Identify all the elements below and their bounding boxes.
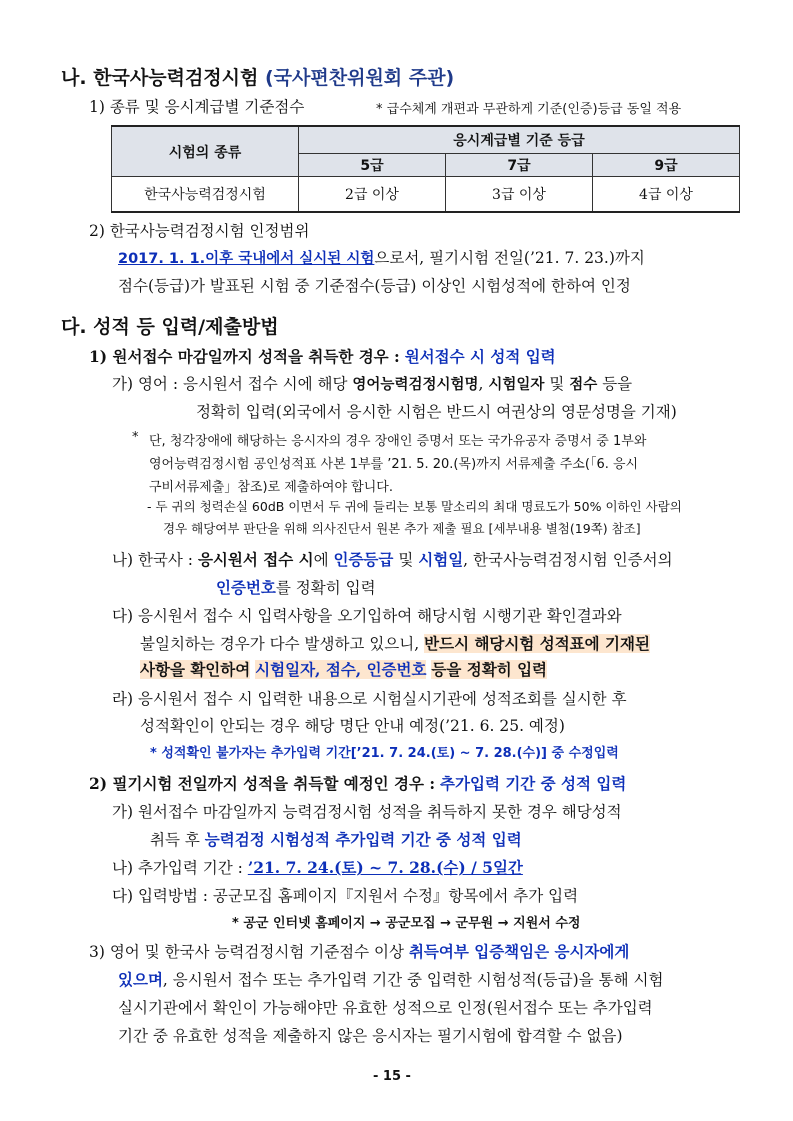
na-blue-cert-number: 인증번호 (216, 578, 276, 597)
p2-ga-line1: 가) 원서접수 마감일까지 능력검정시험 성적을 취득하지 못한 경우 해당성적 (112, 803, 622, 821)
table-row (112, 177, 740, 213)
ga-bold-exam-date: 시험일자 (488, 377, 545, 393)
p2-na-label: 나) 추가입력 기간 : (112, 859, 243, 877)
p2-na-period: ’21. 7. 24.(토) ~ 7. 28.(수) / 5일간 (247, 858, 523, 877)
heading-prefix: 나. 한국사능력검정시험 (61, 67, 259, 89)
da-line1: 다) 응시원서 접수 시 입력사항을 오기입하여 해당시험 시행기관 확인결과와 (112, 607, 622, 625)
ga-sep1: , (478, 375, 484, 393)
table-header-grade-7: 7급 (446, 154, 593, 177)
ga-bold-exam-name: 영어능력검정시험명 (352, 377, 479, 393)
table-cell-grade-7: 3급 이상 (446, 177, 593, 213)
section-heading-submission: 다. 성적 등 입력/제출방법 (61, 316, 279, 338)
p1-line (89, 345, 556, 367)
da-highlight-blue: 시험일자, 점수, 인증번호 (255, 660, 427, 679)
table-header-grade-9: 9급 (593, 154, 740, 177)
ra-line1: 라) 응시원서 접수 시 입력한 내용으로 시험실시기관에 성적조회를 실시한 후 (112, 690, 627, 708)
p3-line1 (89, 940, 629, 962)
p2-prefix: 2) 필기시험 전일까지 성적을 취득할 예정인 경우 : (89, 774, 436, 793)
item2-label: 2) 한국사능력검정시험 인정범위 (89, 222, 310, 240)
da-highlight1: 반드시 해당시험 성적표에 기재된 (424, 634, 650, 653)
item1-note: * 급수체계 개편과 무관하게 기준(인증)등급 동일 적용 (376, 102, 682, 117)
na-text1: 나) 한국사 : (112, 551, 194, 569)
na-text2: , 한국사능력검정시험 인증서의 (463, 551, 673, 569)
p3-line3: 실시기관에서 확인이 가능해야만 유효한 성적으로 인정(원서접수 또는 추가입력 (118, 999, 653, 1017)
p3-text2: , 응시원서 접수 또는 추가입력 기간 중 입력한 시험성적(등급)을 통해 시험 (162, 971, 664, 989)
p2-da-line: 다) 입력방법 : 공군모집 홈페이지『지원서 수정』항목에서 추가 입력 (112, 887, 579, 905)
ga-line2: 정확히 입력(외국에서 응시한 시험은 반드시 여권상의 영문성명을 기재) (196, 403, 677, 421)
na-blue-exam-date: 시험일 (418, 550, 464, 569)
p3-emphasis1: 취득여부 입증책임은 응시자에게 (408, 942, 630, 961)
p1-emphasis: 원서접수 시 성적 입력 (404, 347, 556, 366)
table-cell-exam: 한국사능력검정시험 (112, 177, 299, 213)
na-text3: 를 정확히 입력 (275, 579, 376, 597)
table-header-group: 응시계급별 기준 등급 (299, 126, 740, 154)
table-cell-grade-5: 2급 이상 (299, 177, 446, 213)
p2-ga-emphasis: 능력검정 시험성적 추가입력 기간 중 성적 입력 (204, 830, 522, 849)
da-highlight2: 사항을 확인하여 (140, 660, 251, 679)
page-number: - 15 - (373, 1069, 411, 1084)
ga-text1: 가) 영어 : 응시원서 접수 시에 해당 (112, 375, 348, 393)
p2-line (89, 772, 626, 794)
ga-line1 (112, 372, 632, 394)
na-bold-application: 응시원서 접수 시 (197, 550, 314, 569)
ra-line2: 성적확인이 안되는 경우 해당 명단 안내 예정(’21. 6. 25. 예정) (140, 717, 565, 735)
note-star: * (132, 430, 139, 445)
p3-line4: 기간 중 유효한 성적을 제출하지 않은 응시자는 필기시험에 합격할 수 없음) (118, 1027, 623, 1045)
note-line2: 영어능력검정시험 공인성적표 사본 1부를 ’21. 5. 20.(목)까지 서류제출 주소(「6. 응시 (149, 457, 639, 472)
na-blue-grade: 인증등급 (333, 550, 394, 569)
da-line3 (140, 658, 547, 680)
p2-ga-line2 (150, 828, 522, 850)
item2-emphasis: 2017. 1. 1.이후 국내에서 실시된 시험 (118, 251, 375, 267)
grade-table (111, 125, 740, 213)
table-header-exam: 시험의 종류 (112, 126, 299, 177)
note-line4: - 두 귀의 청력손실 60dB 이면서 두 귀에 들리는 보통 말소리의 최대 명료도가 50% 이하인 사람의 (147, 499, 682, 514)
p2-emphasis: 추가입력 기간 중 성적 입력 (440, 774, 627, 793)
ga-sep2: 및 (549, 375, 565, 393)
p2-ga-text: 취득 후 (150, 831, 200, 849)
p3-text1: 3) 영어 및 한국사 능력검정시험 기준점수 이상 (89, 943, 404, 961)
p2-na-line (112, 856, 523, 878)
da-highlight3: 등을 정확히 입력 (431, 660, 548, 679)
heading-organization: (국사편찬위원회 주관) (265, 67, 455, 89)
p3-emphasis2: 있으며 (118, 970, 163, 989)
table-cell-grade-9: 4급 이상 (593, 177, 740, 213)
ga-sep3: 등을 (602, 375, 633, 393)
na-sep2: 및 (398, 551, 414, 569)
p3-line2 (118, 968, 663, 990)
ra-note: * 성적확인 불가자는 추가입력 기간[’21. 7. 24.(토) ~ 7. 28.(수)] 중 수정입력 (150, 746, 619, 761)
na-line1 (112, 548, 673, 570)
note-line5: 경우 해당여부 판단을 위해 의사진단서 원본 추가 제출 필요 [세부내용 별첨(19쪽) 참조] (163, 521, 641, 536)
na-line2 (216, 576, 376, 598)
item2-line2: 점수(등급)가 발표된 시험 중 기준점수(등급) 이상인 시험성적에 한하여 인정 (118, 277, 631, 295)
p1-prefix: 1) 원서접수 마감일까지 성적을 취득한 경우 : (89, 347, 400, 366)
section-heading-korean-history (61, 63, 454, 90)
item1-label: 1) 종류 및 응시계급별 기준점수 (89, 98, 305, 116)
na-sep1: 에 (313, 551, 329, 569)
p2-da-note: * 공군 인터넷 홈페이지 → 공군모집 → 군무원 → 지원서 수정 (232, 916, 581, 931)
da-text2: 불일치하는 경우가 다수 발생하고 있으니, (140, 635, 420, 653)
note-line1: 단, 청각장애에 해당하는 응시자의 경우 장애인 증명서 또는 국가유공자 증명서 중 1부와 (149, 434, 647, 449)
note-line3: 구비서류제출」참조)로 제출하여야 합니다. (149, 480, 393, 495)
item2-line1-rest: 으로서, 필기시험 전일(’21. 7. 23.)까지 (374, 249, 645, 267)
item2-line1 (118, 246, 645, 268)
table-header-grade-5: 5급 (299, 154, 446, 177)
da-line2 (140, 632, 650, 654)
ga-bold-score: 점수 (569, 377, 598, 393)
